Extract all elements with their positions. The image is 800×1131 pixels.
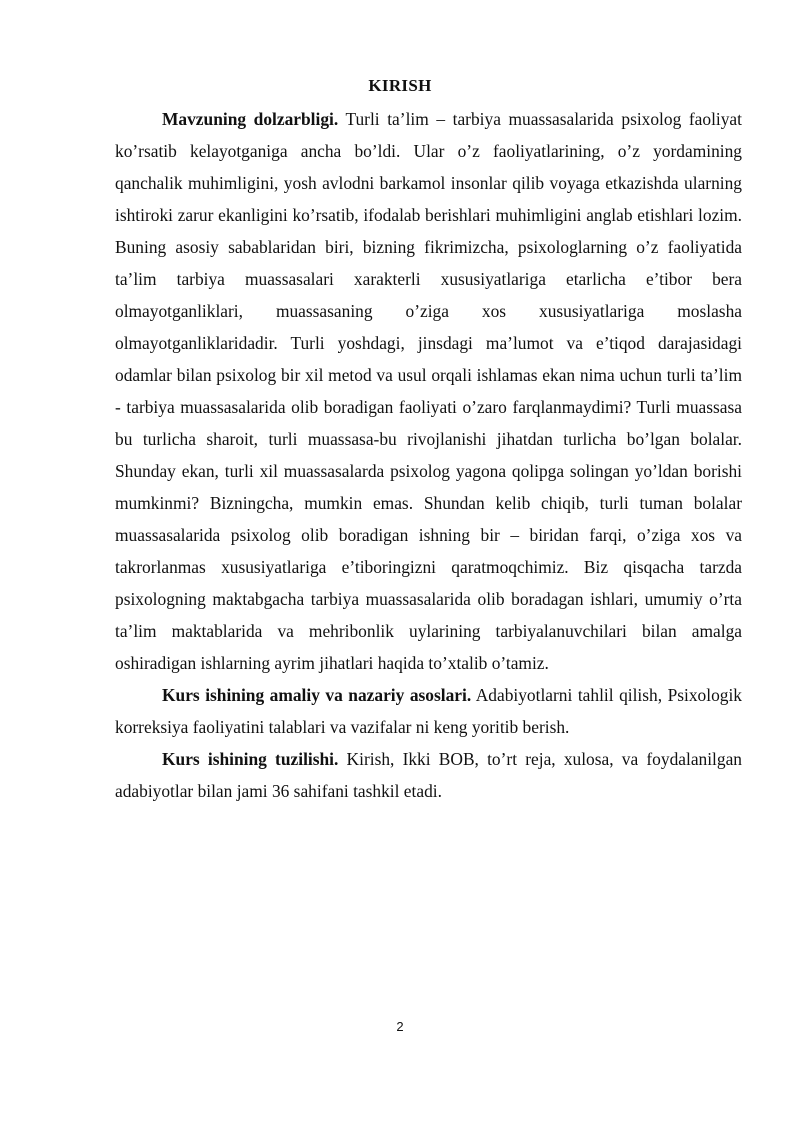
paragraph-lead: Kurs ishining amaliy va nazariy asoslari. <box>162 685 472 705</box>
document-body <box>115 103 742 807</box>
page-title: KIRISH <box>368 76 432 95</box>
paragraph-text: Kirish, Ikki BOB, to’rt reja, xulosa, va foydalanilgan adabiyotlar bilan jami 36 sahifani tashkil etadi. <box>115 749 743 801</box>
paragraph-relevance <box>115 103 742 679</box>
paragraph-text: Adabiyotlarni tahlil qilish, Psixologik korreksiya faoliyatini talablari va vazifalar ni keng yoritib berish. <box>115 685 742 737</box>
paragraph-structure <box>115 743 742 807</box>
paragraph-lead: Mavzuning dolzarbligi. <box>162 109 339 129</box>
page-number: 2 <box>396 1019 404 1034</box>
paragraph-foundations <box>115 679 742 743</box>
paragraph-text: Turli ta’lim – tarbiya muassasalarida psixolog faoliyat ko’rsatib kelayotganiga ancha bo’ldi. Ular o’z faoliyatlarining, o’z yordamining qanchalik muhimligini, yosh avlodni barkamol insonlar qilib voyaga etkazishda ularning ishtiroki zarur ekanligini ko’rsatib, ifodalab berishlari muhimligini anglab etishlari lozim. Buning asosiy sabablaridan biri, bizning fikrimizcha, psixologlarning o’z faoliyatida ta’lim tarbiya muassasalari xarakterli xususiyatlariga etarlicha e’tibor bera olmayotganliklari, muassasaning o’ziga xos xususiyatlariga moslasha olmayotganliklaridadir. Turli yoshdagi, jinsdagi ma’lumot va e’tiqod darajasidagi odamlar bilan psixolog bir xil metod va usul orqali ishlamas ekan nima uchun turli ta’lim - tarbiya muassasalarida olib boradigan faoliyati o’zaro farqlanmaydimi? Turli muassasa bu turlicha sharoit, turli muassasa-bu rivojlanishi jihatdan turlicha bo’lgan bolalar. Shunday ekan, turli xil muassasalarda psixolog yagona qolipga solingan yo’ldan borishi mumkinmi? Bizningcha, mumkin emas. Shundan kelib chiqib, turli tuman bolalar muassasalarida psixolog olib boradigan ishning bir – biridan farqi, o’ziga xos va takrorlanmas xususiyatlariga e’tiboringizni qaratmoqchimiz. Biz qisqacha tarzda psixologning maktabgacha tarbiya muassasalarida olib boradagan ishlari, umumiy o’rta ta’lim maktablarida va mehribonlik uylarining tarbiyalanuvchilari bilan amalga oshiradigan ishlarning ayrim jihatlari haqida to’xtalib o’tamiz. <box>115 109 742 673</box>
paragraph-lead: Kurs ishining tuzilishi. <box>162 749 339 769</box>
